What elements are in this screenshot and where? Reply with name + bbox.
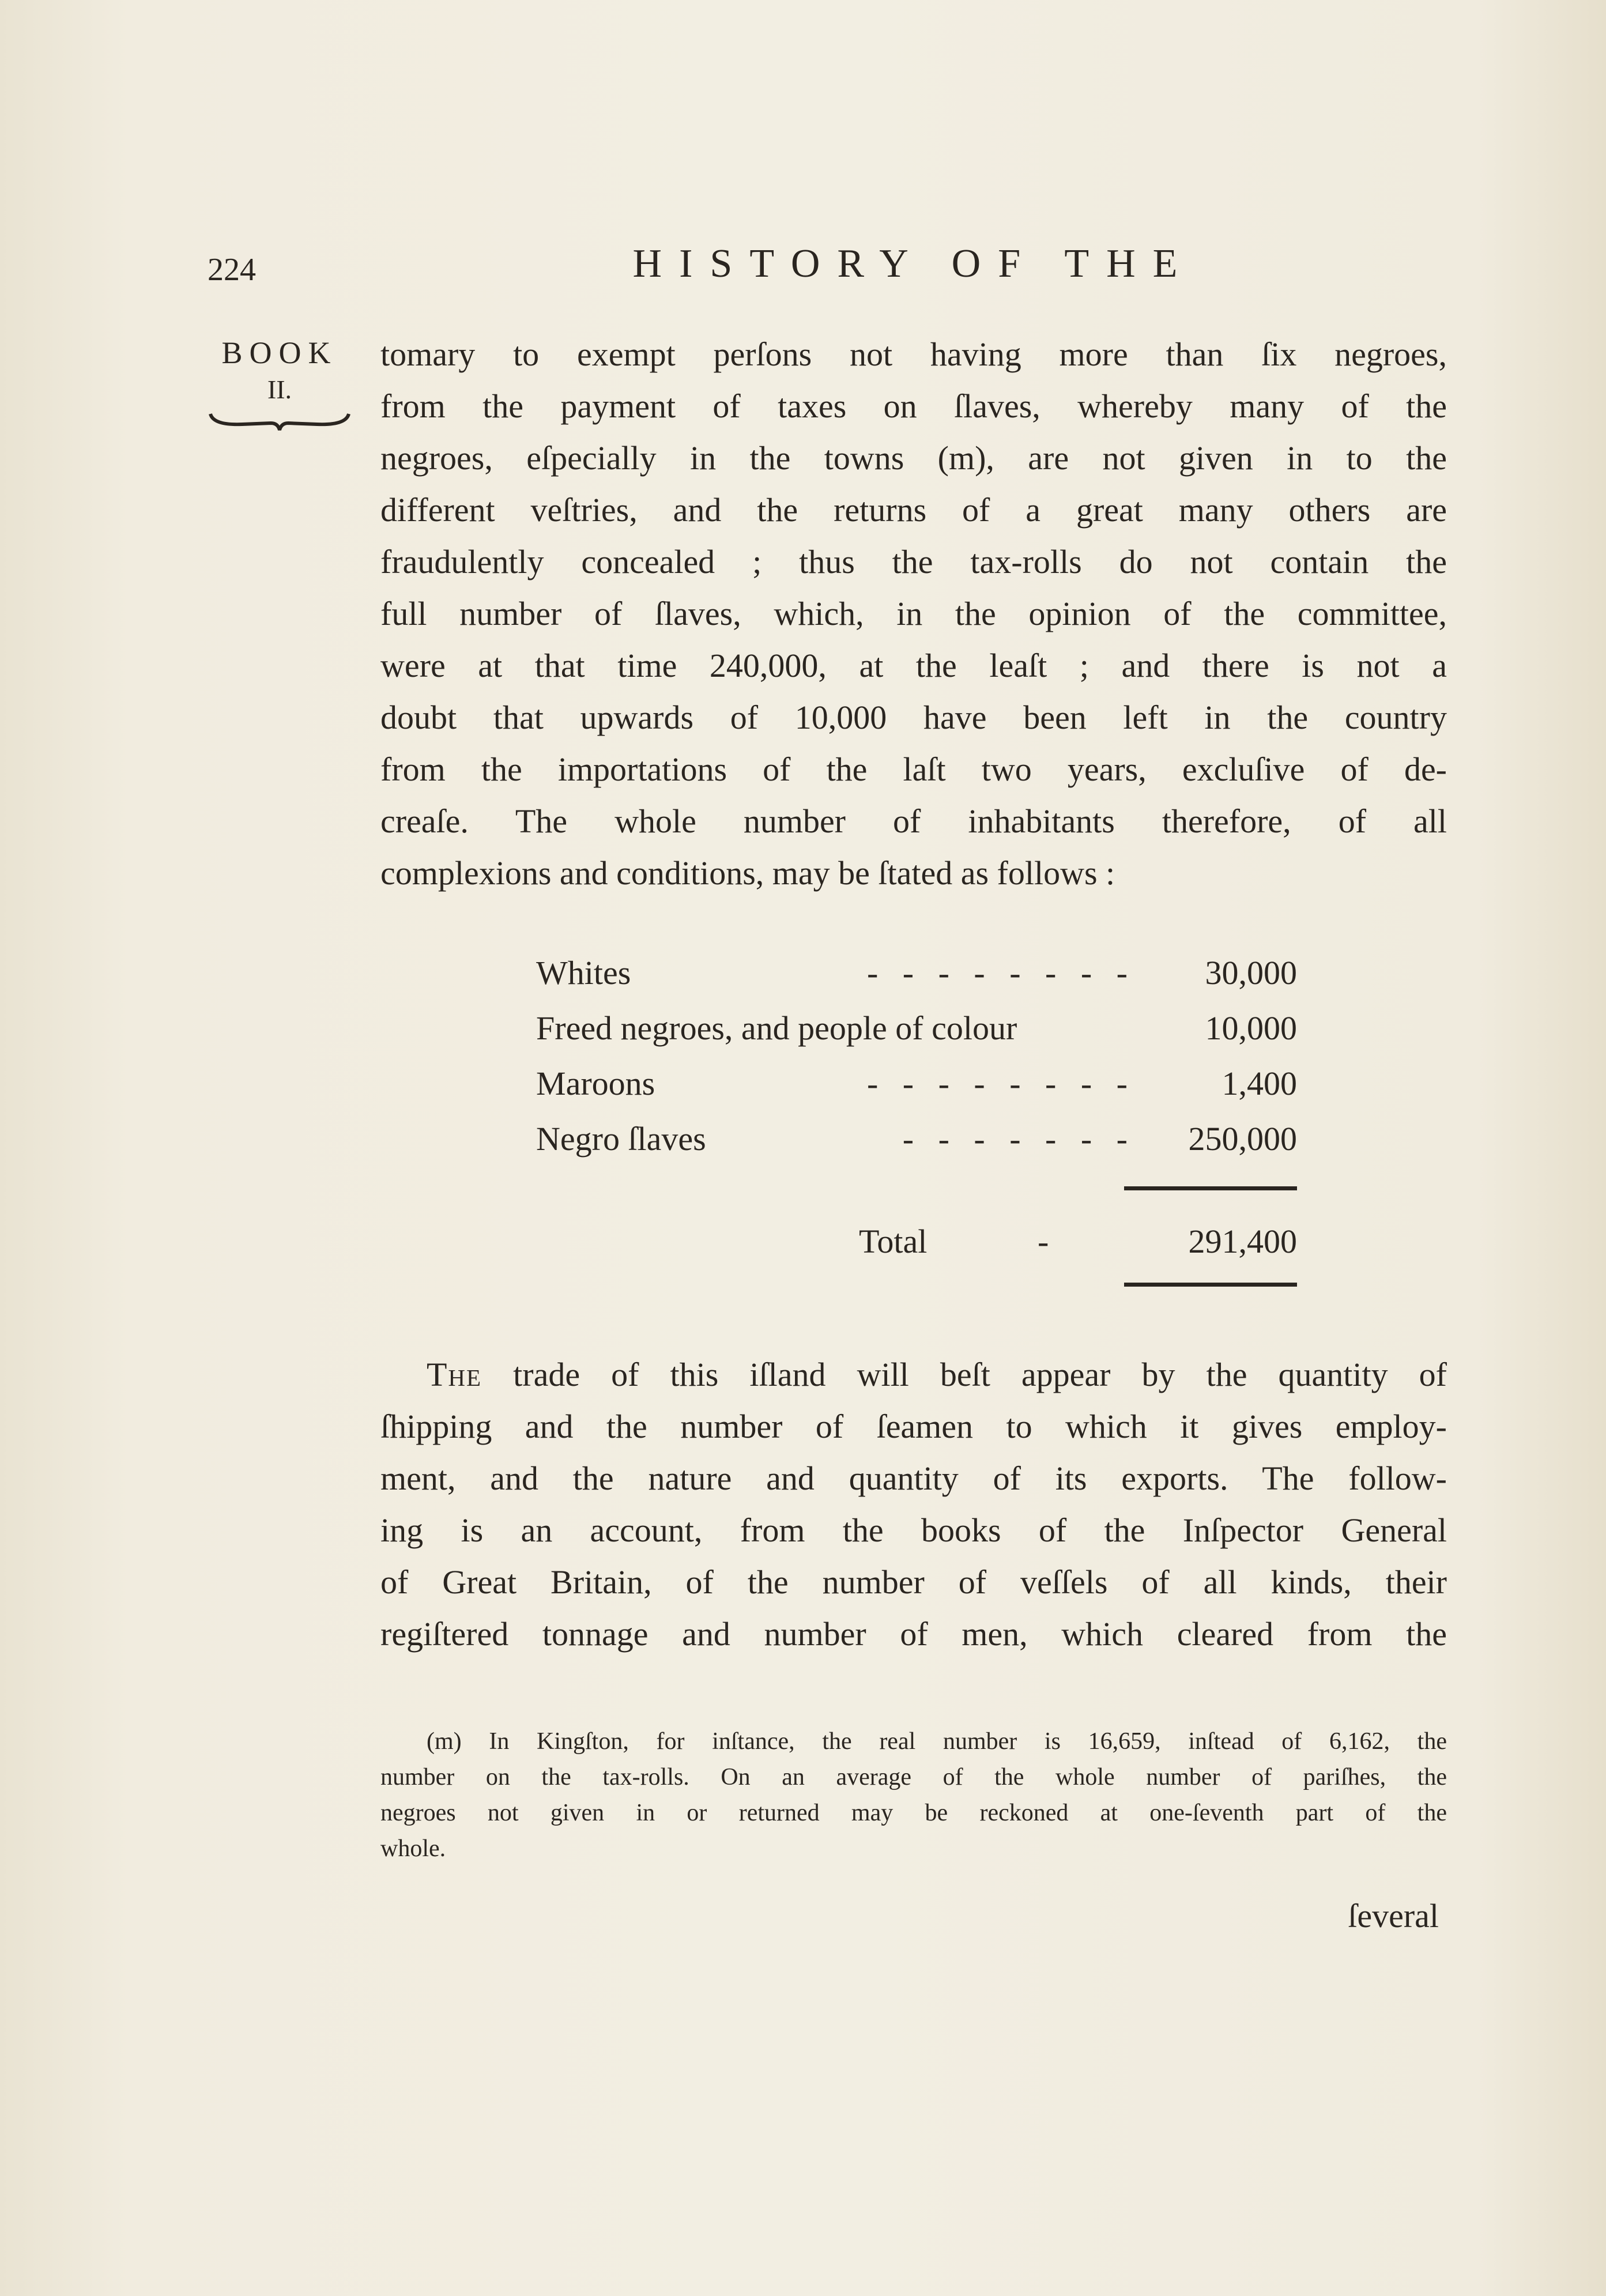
text-line [380,1349,1447,1401]
row-label: Whites [536,954,631,991]
population-table [536,945,1297,1276]
running-title: HISTORY OF THE [632,242,1195,286]
row-label: Maroons [536,1065,655,1102]
row-value: 1,400 [1222,1065,1297,1102]
side-note [205,334,355,431]
row-value: 250,000 [1188,1120,1297,1158]
row-label: Negro ſlaves [536,1120,706,1158]
page-number: 224 [208,252,256,288]
row-value: 30,000 [1205,954,1297,991]
paragraph-2 [380,1349,1447,1660]
total-label: Total [859,1223,928,1260]
running-head [208,241,1447,293]
text-line: regiſtered tonnage and number of men, which cleared from the [380,1615,1447,1653]
total-dash: - [1038,1223,1049,1260]
lead-word: The [427,1356,482,1393]
text-line: different veſtries, and the returns of a great many others are [380,491,1447,529]
text-line: complexions and conditions, may be ſtated as follows : [380,854,1115,892]
text-line: tomary to exempt perſons not having more than ſix negroes, [380,335,1447,373]
total-row [536,1207,1297,1276]
table-row [536,1111,1297,1167]
table-row [536,1001,1297,1056]
text-line: creaſe. The whole number of inhabitants therefore, of all [380,802,1447,840]
table-row [536,1056,1297,1111]
total-value: 291,400 [1188,1223,1297,1260]
text-line: from the payment of taxes on ſlaves, whereby many of the [380,387,1447,425]
text-line: from the importations of the laſt two years, excluſive of de- [380,751,1447,788]
table-row [536,945,1297,1001]
footnote [380,1724,1447,1867]
text-line: negroes, eſpecially in the towns (m), are not given in to the [380,439,1447,477]
footnote-line: number on the tax-rolls. On an average of the whole number of pariſhes, the [380,1764,1447,1790]
brace-ornament [208,408,352,431]
footnote-line: whole. [380,1835,446,1862]
text-line: were at that time 240,000, at the leaſt ; and there is not a [380,647,1447,684]
text-line: full number of ſlaves, which, in the opinion of the committee, [380,595,1447,632]
text-line: of Great Britain, of the number of veſſels of all kinds, their [380,1563,1447,1601]
footnote-line: negroes not given in or returned may be reckoned at one-ſeventh part of the [380,1800,1447,1826]
text-line: ſhipping and the number of ſeamen to which it gives employ- [380,1408,1447,1445]
row-leader: - - - - - - - - [866,954,1136,991]
text-fragment: trade of this iſland will beſt appear by the quantity of [482,1356,1447,1393]
row-leader: - - - - - - - [902,1120,1136,1158]
total-rule [1124,1283,1297,1287]
text-line: doubt that upwards of 10,000 have been left in the country [380,699,1447,736]
text-line: ing is an account, from the books of the Inſpector General [380,1511,1447,1549]
paragraph-1 [380,329,1447,899]
text-line: fraudulently concealed ; thus the tax-rolls do not contain the [380,543,1447,580]
side-note-book: BOOK [221,335,338,370]
sum-rule [1124,1186,1297,1190]
row-leader: - - - - - - - - [866,1065,1136,1102]
row-label: Freed negroes, and people of colour [536,1009,1017,1047]
side-note-volume: II. [267,375,292,404]
text-line: ment, and the nature and quantity of its exports. The follow- [380,1460,1447,1497]
row-value: 10,000 [1205,1009,1297,1047]
catchword: ſeveral [1348,1897,1439,1935]
footnote-line: (m) In Kingſton, for inſtance, the real number is 16,659, inſtead of 6,162, the [427,1728,1447,1755]
